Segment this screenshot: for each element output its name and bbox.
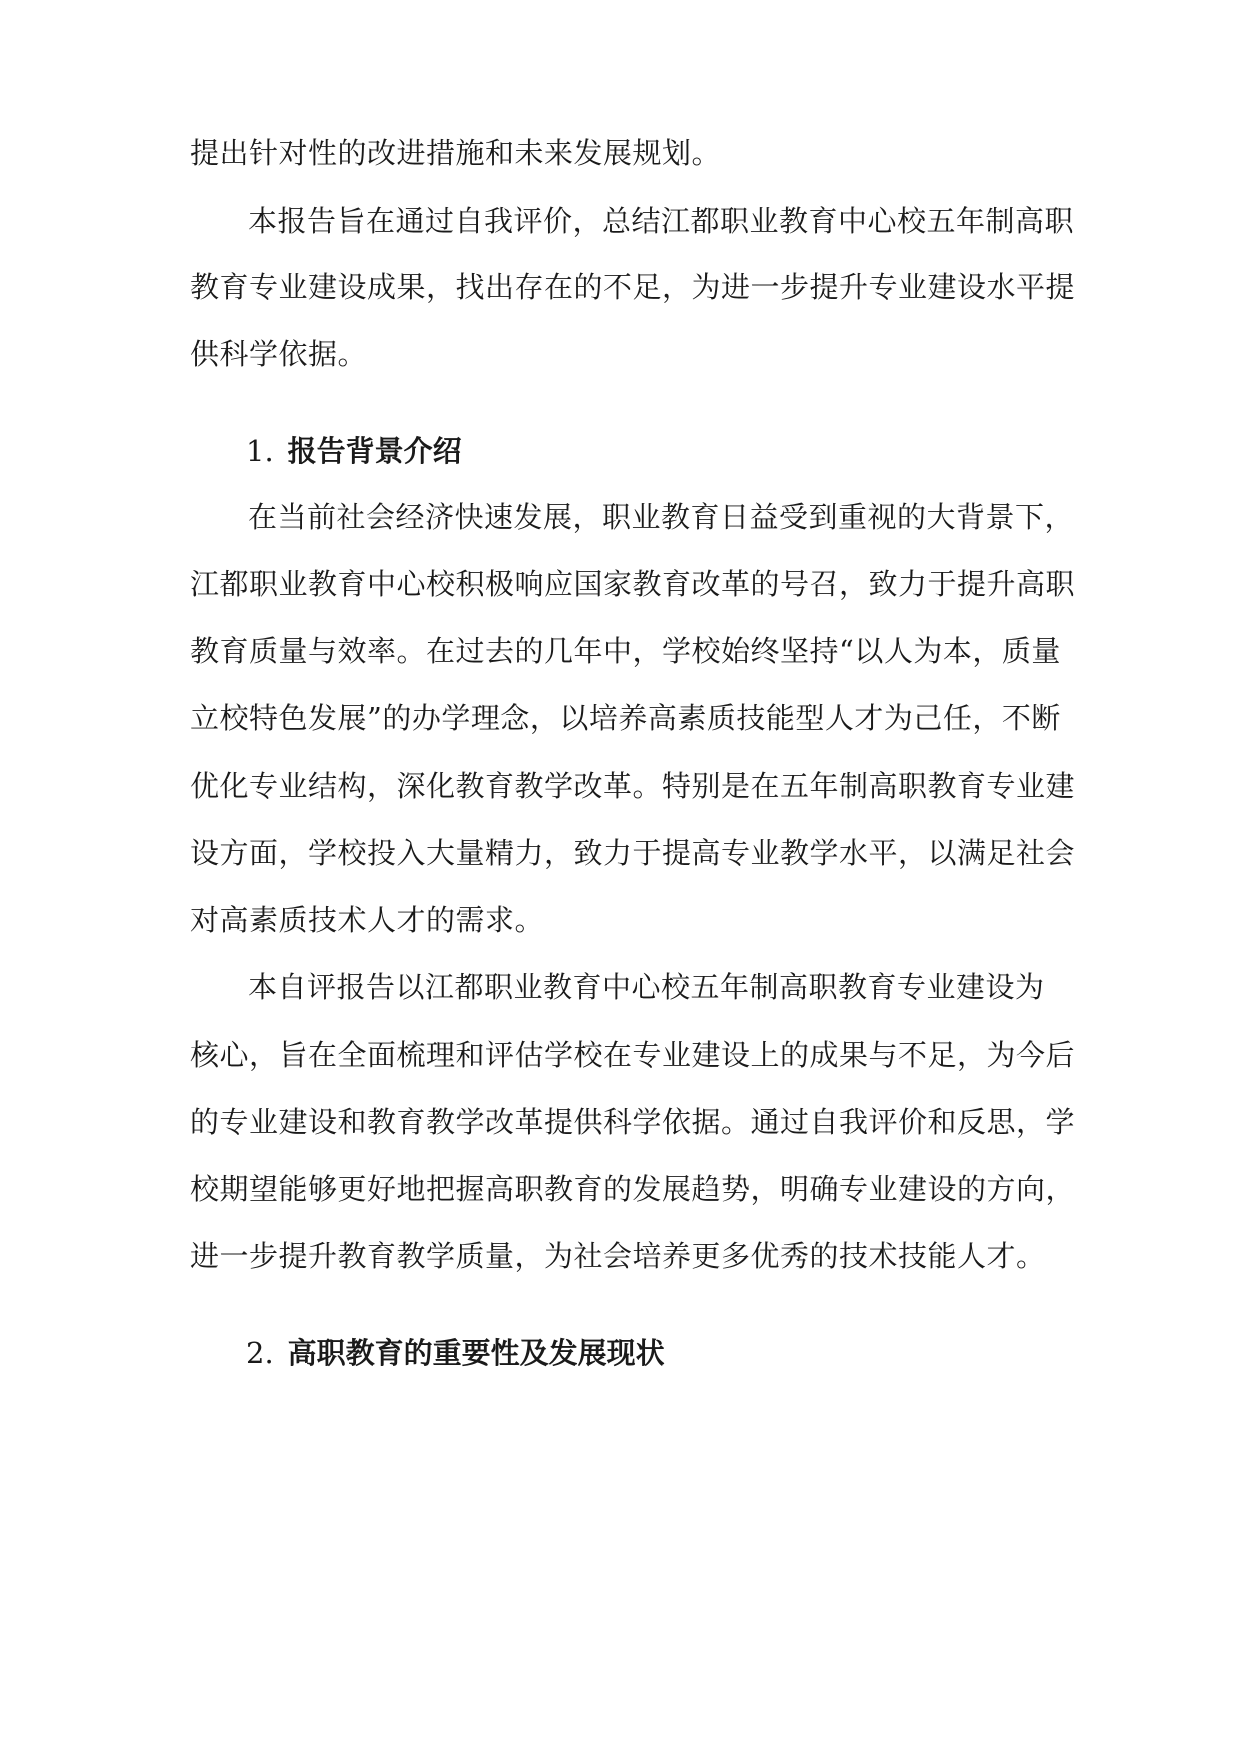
paragraph-line: 供科学依据。 (190, 337, 368, 371)
paragraph-line: 核心，旨在全面梳理和评估学校在专业建设上的成果与不足，为今后 (190, 1038, 1076, 1072)
paragraph-line: 设方面，学校投入大量精力，致力于提高专业教学水平，以满足社会 (190, 836, 1076, 870)
section-heading-1 (246, 431, 462, 471)
paragraph-line: 本自评报告以江都职业教育中心校五年制高职教育专业建设为 (248, 970, 1045, 1004)
paragraph-line: 的专业建设和教育教学改革提供科学依据。通过自我评价和反思，学 (190, 1105, 1076, 1139)
section-number: 2. (246, 1336, 274, 1370)
paragraph-line: 本报告旨在通过自我评价，总结江都职业教育中心校五年制高职 (248, 204, 1075, 238)
paragraph-line: 对高素质技术人才的需求。 (190, 903, 545, 937)
paragraph-line: 优化专业结构，深化教育教学改革。特别是在五年制高职教育专业建 (190, 769, 1076, 803)
section-heading-2 (246, 1333, 665, 1373)
paragraph-line: 教育质量与效率。在过去的几年中，学校始终坚持“以人为本，质量 (190, 634, 1061, 668)
section-title: 高职教育的重要性及发展现状 (287, 1336, 665, 1370)
paragraph-line: 立校特色发展”的办学理念，以培养高素质技能型人才为己任，不断 (190, 701, 1061, 735)
paragraph-line: 提出针对性的改进措施和未来发展规划。 (190, 136, 722, 170)
section-number: 1. (246, 434, 274, 468)
paragraph-line: 教育专业建设成果，找出存在的不足，为进一步提升专业建设水平提 (190, 270, 1076, 304)
paragraph-line: 校期望能够更好地把握高职教育的发展趋势，明确专业建设的方向， (190, 1172, 1076, 1206)
paragraph-line: 进一步提升教育教学质量，为社会培养更多优秀的技术技能人才。 (190, 1239, 1046, 1273)
paragraph-line: 江都职业教育中心校积极响应国家教育改革的号召，致力于提升高职 (190, 567, 1076, 601)
paragraph-line: 在当前社会经济快速发展，职业教育日益受到重视的大背景下， (248, 500, 1075, 534)
section-title: 报告背景介绍 (287, 434, 462, 468)
